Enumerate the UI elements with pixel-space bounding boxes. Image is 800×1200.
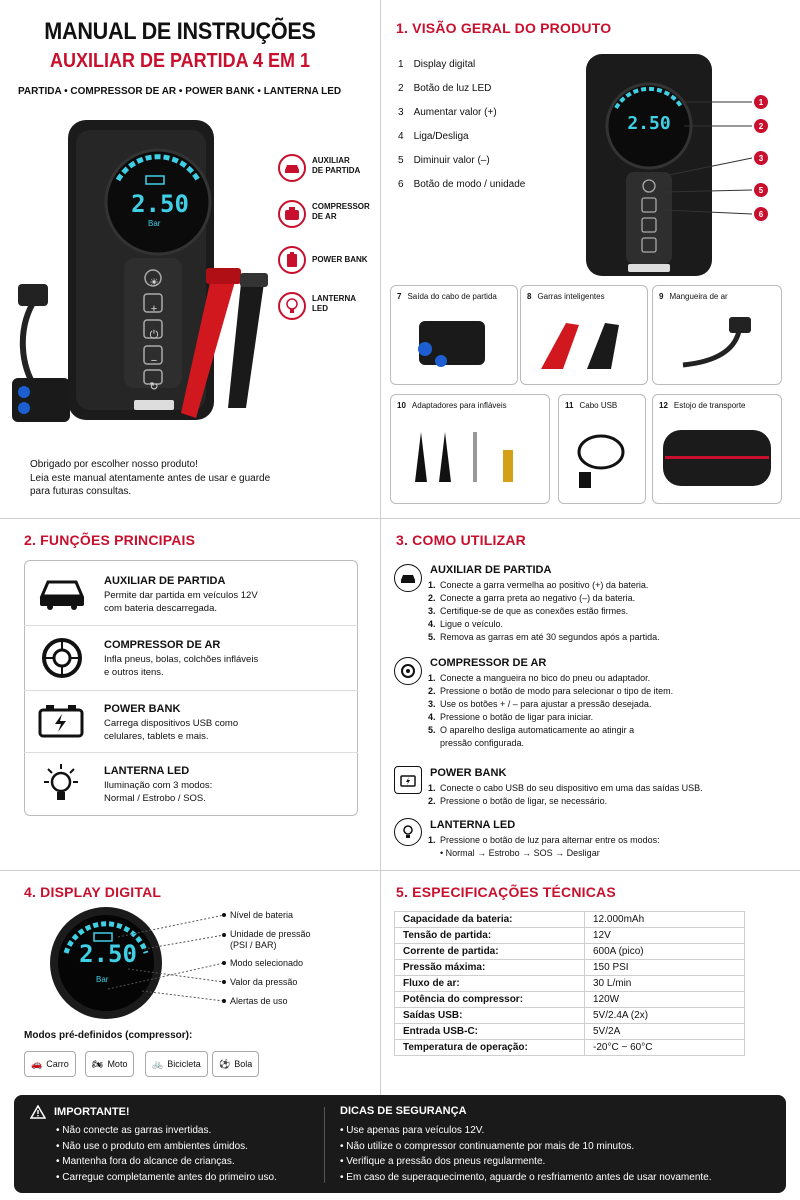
callout-6: 6 [754,207,768,221]
specs-table [394,911,745,1056]
display-label: Alertas de uso [230,996,288,1006]
spec-value: 5V/2A [585,1024,745,1040]
cover-feature-label: AUXILIAR DE PARTIDA [312,156,361,176]
accessory-label: Cabo USB [579,401,618,410]
part-label: Display digital [413,59,476,70]
display-value: 2.50 [79,940,137,968]
spec-key: Potência do compressor: [395,992,585,1008]
step-text: Remova as garras em até 30 segundos após a partida. [440,632,660,643]
preset-label: Bicicleta [167,1059,201,1069]
air-hose-icon [653,307,781,377]
usage-section-title: COMPRESSOR DE AR [430,657,547,669]
bulb-icon [40,762,82,808]
part-number: 1 [398,59,404,70]
important-title: IMPORTANTE! [54,1106,130,1118]
cover-tagline: PARTIDA • COMPRESSOR DE AR • POWER BANK • LANTERNA LED [18,86,342,97]
spec-key: Temperatura de operação: [395,1040,585,1056]
cover-feature-1 [278,196,374,242]
part-label: Aumentar valor (+) [413,107,497,118]
usage-step: 5. Remova as garras em até 30 segundos após a partida. [428,632,660,643]
cover-feature-0 [278,150,374,196]
spec-row [395,1040,745,1056]
column-divider [380,0,381,1095]
usage-step: 2. Pressione o botão de ligar, se necessário. [428,796,608,807]
usage-step: 5. O aparelho desliga automaticamente ao atingir a pressão configurada. [428,725,635,749]
part-label: Botão de modo / unidade [413,179,526,190]
parts-list [398,58,588,202]
spec-key: Pressão máxima: [395,960,585,976]
bulb-icon [394,818,422,846]
functions-divider [24,752,358,753]
cover-subtitle: AUXILIAR DE PARTIDA 4 EM 1 [49,50,311,72]
usage-step: 1. Conecte o cabo USB do seu dispositivo em uma das saídas USB. [428,783,703,793]
car-icon [38,574,86,610]
spec-row [395,928,745,944]
accessory-number: 10 [397,401,406,410]
part-number: 4 [398,131,404,142]
usage-step: 2. Pressione o botão de modo para selecionar o tipo de item. [428,686,674,697]
cover-feature-label: LANTERNA LED [312,294,356,314]
cover-feature-3 [278,288,374,334]
step-text: Pressione o botão de luz para alternar entre os modos: [440,835,660,845]
spec-key: Entrada USB-C: [395,1024,585,1040]
important-list [56,1123,277,1185]
function-title: COMPRESSOR DE AR [104,639,221,651]
cover-display-unit: Bar [148,219,161,228]
spec-row [395,1008,745,1024]
battery-icon [38,704,84,738]
car-icon: 🚗 [31,1058,43,1069]
part-item [398,58,588,82]
motorcycle-icon: 🏍 [92,1058,104,1069]
accessory-label: Estojo de transporte [673,401,746,410]
spec-key: Corrente de partida: [395,944,585,960]
functions-title: 2. FUNÇÕES PRINCIPAIS [24,532,196,548]
cable-output-icon [391,307,517,377]
function-title: POWER BANK [104,703,181,715]
functions-divider [24,690,358,691]
cover-display-value: 2.50 [131,190,189,218]
safety-item: • Em caso de superaquecimento, aguarde o resfriamento antes de usar novamente. [340,1170,712,1186]
display-label: Unidade de pressão (PSI / BAR) [230,929,311,951]
part-number: 6 [398,179,404,190]
part-label: Liga/Desliga [413,131,469,142]
step-text: Conecte o cabo USB do seu dispositivo em uma das saídas USB. [440,783,703,793]
function-desc: Iluminação com 3 modos: Normal / Estrobo / SOS. [104,780,213,804]
cover-feature-label: POWER BANK [312,255,368,264]
plus-icon: + [150,303,158,315]
footer-panel [14,1095,786,1193]
specs-title: 5. ESPECIFICAÇÕES TÉCNICAS [396,884,616,900]
callout-1: 1 [754,95,768,109]
part-number: 5 [398,155,404,166]
usage-steps-jumpstart [428,579,788,644]
footer-divider [324,1107,325,1183]
usage-step: 1. Conecte a garra vermelha ao positivo (+) da bateria. [428,580,649,590]
usage-step: 1. Pressione o botão de luz para alternar entre os modos: [428,835,660,845]
spec-row [395,992,745,1008]
part-label: Diminuir valor (–) [413,155,490,166]
display-label: Modo selecionado [230,958,304,968]
accessory-card-12 [652,394,782,504]
function-desc: Carrega dispositivos USB como celulares, tablets e mais. [104,718,239,742]
preset-car [24,1051,76,1077]
usage-step: 1. Conecte a mangueira no bico do pneu ou adaptador. [428,673,651,683]
part-item [398,130,588,154]
usage-step: 3. Use os botões + / – para ajustar a pressão desejada. [428,699,652,710]
part-item [398,106,588,130]
compressor-icon [278,200,306,228]
usage-section-title: AUXILIAR DE PARTIDA [430,564,552,576]
display-label: Valor da pressão [230,977,298,987]
spec-value: 12V [585,928,745,944]
inflation-adapters-icon [391,416,549,496]
spec-row [395,912,745,928]
device-front-illustration [584,52,784,282]
minus-icon: − [150,355,158,367]
spec-value: 120W [585,992,745,1008]
step-text: Conecte a garra vermelha ao positivo (+) da bateria. [440,580,649,590]
preset-moto [85,1051,134,1077]
cover-title: MANUAL DE INSTRUÇÕES [44,18,316,45]
safety-item: • Use apenas para veículos 12V. [340,1123,712,1139]
important-item: • Mantenha fora do alcance de crianças. [56,1154,277,1170]
accessory-number: 12 [659,401,668,410]
preset-label: Moto [107,1059,128,1069]
accessory-label: Mangueira de ar [669,292,728,301]
bulb-icon: ☀ [149,277,159,289]
step-text: Certifique-se de que as conexões estão firmes. [440,606,629,617]
accessory-number: 8 [527,292,532,301]
cover-header [0,18,360,73]
spec-key: Saídas USB: [395,1008,585,1024]
cover-feature-label: COMPRESSOR DE AR [312,202,370,222]
safety-item: • Não utilize o compressor continuamente por mais de 10 minutos. [340,1139,712,1155]
cover-feature-2 [278,242,374,288]
led-modes: • Normal → Estrobo → SOS → Desligar [440,848,600,858]
display-unit: Bar [96,975,109,984]
callout-3: 3 [754,151,768,165]
important-item: • Carregue completamente antes do primeiro uso. [56,1170,277,1186]
spec-value: 12.000mAh [585,912,745,928]
cycle-icon: ↻ [149,381,159,393]
spec-row [395,976,745,992]
part-number: 3 [398,107,404,118]
warning-icon [30,1105,46,1119]
step-text: O aparelho desliga automaticamente ao atingir a pressão configurada. [440,725,635,749]
display-label: Nível de bateria [230,910,294,920]
part-item [398,154,588,178]
callout-2: 2 [754,119,768,133]
important-header [30,1105,130,1119]
cover-thanks: Obrigado por escolher nosso produto! Leia este manual atentamente antes de usar e guarde para futuras consultas. [30,459,271,497]
important-item: • Não use o produto em ambientes úmidos. [56,1139,277,1155]
clamps-icon [521,307,647,377]
spec-key: Capacidade da bateria: [395,912,585,928]
spec-row [395,1024,745,1040]
spec-value: 30 L/min [585,976,745,992]
function-desc: Permite dar partida em veículos 12V com bateria descarregada. [104,590,258,614]
accessory-card-8 [520,285,648,385]
usage-section-title: POWER BANK [430,767,507,779]
function-desc: Infla pneus, bolas, colchões infláveis e outros itens. [104,654,259,678]
cover-features [278,150,374,334]
device-buttons-glyphs [147,270,161,400]
spec-key: Fluxo de ar: [395,976,585,992]
power-icon: ⏻ [149,329,159,341]
accessory-card-7 [390,285,518,385]
spec-value: 150 PSI [585,960,745,976]
spec-row [395,960,745,976]
usage-step: 4. Ligue o veículo. [428,619,504,630]
carrying-case-icon [653,416,781,496]
accessory-card-11 [558,394,646,504]
accessory-card-10 [390,394,550,504]
step-text: Pressione o botão de ligar para iniciar. [440,712,594,723]
step-text: Pressione o botão de modo para selecionar o tipo de item. [440,686,674,697]
spec-key: Tensão de partida: [395,928,585,944]
part-item [398,178,588,202]
callout-5: 5 [754,183,768,197]
preset-ball [212,1051,259,1077]
step-text: Use os botões + / – para ajustar a pressão desejada. [440,699,652,710]
accessory-number: 7 [397,292,402,301]
battery-icon [394,766,422,794]
usage-step: 4. Pressione o botão de ligar para iniciar. [428,712,594,723]
step-text: Conecte a garra preta ao negativo (–) da bateria. [440,593,636,604]
safety-list [340,1123,712,1185]
step-text: Pressione o botão de ligar, se necessário. [440,796,608,807]
accessory-label: Adaptadores para infláveis [411,401,507,410]
spec-value: 600A (pico) [585,944,745,960]
preset-label: Bola [234,1059,253,1069]
usage-step: 2. Conecte a garra preta ao negativo (–) da bateria. [428,593,636,604]
usage-step: 3. Certifique-se de que as conexões estão firmes. [428,606,629,617]
usage-steps-compressor [428,672,788,750]
car-icon [394,564,422,592]
step-text: Conecte a mangueira no bico do pneu ou adaptador. [440,673,651,683]
spec-row [395,944,745,960]
safety-item: • Verifique a pressão dos pneus regularmente. [340,1154,712,1170]
functions-divider [24,625,358,626]
battery-icon [278,246,306,274]
function-title: LANTERNA LED [104,765,190,777]
ball-icon: ⚽ [219,1058,231,1069]
tire-icon [394,657,422,685]
tire-icon [40,636,84,680]
function-title: AUXILIAR DE PARTIDA [104,575,226,587]
accessory-label: Garras inteligentes [537,292,605,301]
car-icon [278,154,306,182]
usage-title: 3. COMO UTILIZAR [396,532,526,548]
accessory-label: Saída do cabo de partida [407,292,497,301]
part-item [398,82,588,106]
overview-title: 1. VISÃO GERAL DO PRODUTO [396,20,612,36]
accessory-number: 11 [565,401,574,410]
presets-title: Modos pré-definidos (compressor): [24,1030,193,1041]
safety-title: DICAS DE SEGURANÇA [340,1105,467,1117]
row-divider-1 [0,518,800,519]
part-label: Botão de luz LED [413,83,492,94]
usb-cable-icon [559,416,645,496]
preset-bicycle [145,1051,208,1077]
bicycle-icon: 🚲 [152,1058,164,1069]
accessory-number: 9 [659,292,664,301]
overview-display-value: 2.50 [627,113,671,134]
preset-label: Carro [46,1059,69,1069]
usage-steps-led [428,834,788,847]
usage-steps-powerbank [428,782,788,808]
spec-value: 5V/2.4A (2x) [585,1008,745,1024]
bulb-icon [278,292,306,320]
accessory-card-9 [652,285,782,385]
part-number: 2 [398,83,404,94]
usage-section-title: LANTERNA LED [430,819,516,831]
important-item: • Não conecte as garras invertidas. [56,1123,277,1139]
row-divider-2 [0,870,800,871]
display-title: 4. DISPLAY DIGITAL [24,884,162,900]
spec-value: -20°C ~ 60°C [585,1040,745,1056]
step-text: Ligue o veículo. [440,619,504,630]
